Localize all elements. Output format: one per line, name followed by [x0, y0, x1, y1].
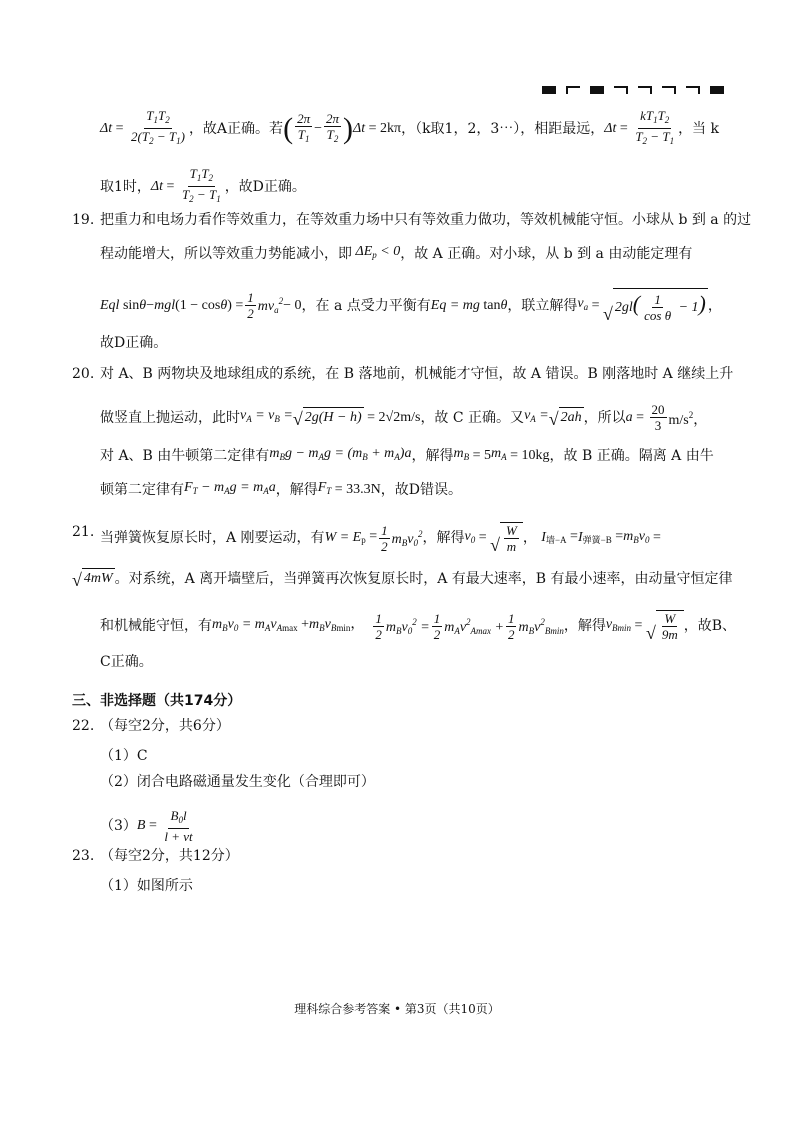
q19-line-2: 程动能增大，所以等效重力势能减小，即 $\Delta E_p < 0$ ，故 A 正确。对小球，从 b 到 a 由动能定理有	[100, 244, 693, 262]
q19-number: 19.	[72, 212, 95, 228]
q22-answer-2: （2）闭合电路磁通量发生变化（合理即可）	[100, 774, 375, 790]
q22-answer-3: （3） B = $\frac{B_0l}{l + vt}$	[100, 808, 193, 844]
q18-line-1: Δt = $\frac{T_1T_2}{2(T_2 - T_1)}$ ，故A正确。若 ( $\frac{2\pi}{T_1}$ − $\frac{2\pi}{T_2}$ ) Δt = 2kπ ，（k取1，2，3⋯），相距最远， Δt = $\frac{kT_1T_2}{T_2 - T_1}$ ，当 k	[100, 108, 719, 146]
q18-line-2: 取1时， Δt = $\frac{T_1T_2}{T_2 - T_1}$ ，故D正确。	[100, 166, 306, 204]
q23-number: 23.	[72, 848, 95, 864]
q20-line-1: 对 A、B 两物块及地球组成的系统，在 B 落地前，机械能才守恒，故 A 错误。B 刚落地时 A 继续上升	[100, 366, 734, 382]
q21-number: 21.	[72, 524, 95, 540]
section-heading: 三、非选择题（共174分）	[72, 693, 242, 709]
q23-answer-1: （1）如图所示	[100, 878, 193, 894]
q22-answer-1: （1）C	[100, 748, 148, 764]
q22-head: （每空2分，共6分）	[100, 718, 230, 734]
q20-line-3: 对 A、B 由牛顿第二定律有 $m_Bg - m_Ag = (m_B + m_A)a$ ，解得 $m_B$ = 5 $m_A$ = 10kg ，故 B 正确。隔离 A 由牛	[100, 446, 714, 464]
q21-line-2: √ 4mW 。对系统，A 离开墙壁后，当弹簧再次恢复原长时，A 有最大速率，B 有最小速率，由动量守恒定律	[72, 570, 733, 590]
page-footer: 理科综合参考答案 • 第3页（共10页）	[294, 1002, 500, 1016]
q20-line-2: 做竖直上抛运动，此时 $v_A = v_B$ = √ 2g(H − h) = 2√2m/s ，故 C 正确。又 $v_A$ = √ 2ah ，所以 a = $\frac{20}{3}$ $m/s^2$，	[100, 402, 708, 433]
q21-line-3: 和机械能守恒，有 $m_Bv_0 = m_Av_A$ $_{max}$ + $m_Bv_B$ $_{min}$， $\frac{1}{2}$ $m_Bv_0^2$ = $\frac{1}{2}$ $m_Av^2_{Amax}$ + $\frac{1}{2}$ $m_Bv^2_{Bmin}$ ，解得 $v_{Bmin}$ = √ $\frac{W}{9m}$ ，故B、	[100, 610, 737, 643]
q20-number: 20.	[72, 366, 95, 382]
q19-line-4: 故D正确。	[100, 335, 168, 351]
q21-line-1: 当弹簧恢复原长时，A 刚要运动，有 W = E $_p$ = $\frac{1}{2}$ $m_Bv_0^2$ ，解得 $v_0$ = √ $\frac{W}{m}$ ， I $_{墙-A}$ = I $_{弹簧-B}$ = $m_Bv_0$ =	[100, 522, 661, 555]
q20-line-4: 顿第二定律有 $F_T - m_Ag = m_Aa$ ，解得 $F_T$ = 33.3N ，故D错误。	[100, 480, 463, 498]
q21-line-4: C正确。	[100, 654, 153, 670]
q19-line-3: Eql sin θ − mgl (1 − cos θ ) = $\frac{1}{2}$ $mv_a^2$ − 0 ，在 a 点受力平衡有 Eq = mg tan θ ，联立解得 $v_a$ = √ 2gl( $\frac{1}{\text{cos θ}}$ − 1) ，	[100, 288, 722, 323]
header-decoration	[542, 86, 724, 94]
q19-line-1: 把重力和电场力看作等效重力，在等效重力场中只有等效重力做功，等效机械能守恒。小球从 b 到 a 的过	[100, 212, 752, 228]
q22-number: 22.	[72, 718, 95, 734]
q23-head: （每空2分，共12分）	[100, 848, 239, 864]
